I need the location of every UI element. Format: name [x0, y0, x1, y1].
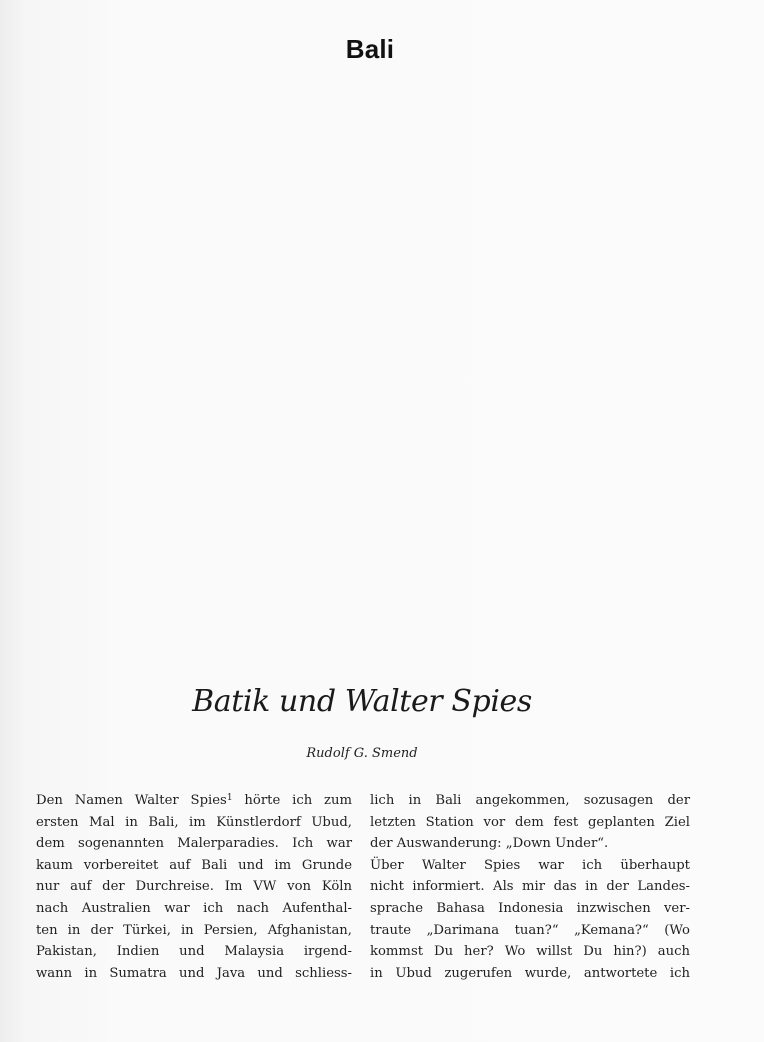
text-line: letzten Station vor dem fest geplanten Ziel — [370, 814, 690, 830]
text-line: traute „Darimana tuan?“ „Kemana?“ (Wo — [370, 922, 690, 938]
text-line: nicht informiert. Als mir das in der Landes- — [370, 879, 690, 895]
text-line — [36, 790, 352, 812]
text-line-part: Den Namen Walter Spies — [36, 793, 227, 808]
footnote-marker: 1 — [226, 793, 233, 803]
text-line: dem sogenannten Malerparadies. Ich war — [36, 836, 352, 852]
text-line: ten in der Türkei, in Persien, Afghanistan, — [36, 922, 352, 938]
text-line: sprache Bahasa Indonesia inzwischen ver- — [370, 900, 690, 916]
text-line: ersten Mal in Bali, im Künstlerdorf Ubud, — [36, 814, 352, 830]
text-line: kommst Du her? Wo willst Du hin?) auch — [370, 944, 690, 960]
article-title: Batik und Walter Spies — [192, 684, 532, 719]
text-line: der Auswanderung: „Down Under“. — [370, 836, 609, 852]
text-line: Pakistan, Indien und Malaysia irgend- — [36, 944, 352, 960]
text-line: lich in Bali angekommen, sozusagen der — [370, 793, 690, 808]
text-line: Über Walter Spies war ich überhaupt — [370, 857, 690, 873]
text-line-part: hörte ich zum — [232, 793, 352, 808]
text-line: nur auf der Durchreise. Im VW von Köln — [36, 879, 352, 895]
text-line: wann in Sumatra und Java und schliess- — [36, 965, 352, 981]
text-line: kaum vorbereitet auf Bali und im Grunde — [36, 857, 352, 873]
text-line: nach Australien war ich nach Aufenthal- — [36, 900, 352, 916]
running-head: Bali — [345, 34, 395, 64]
text-column-right — [370, 790, 690, 984]
text-column-left — [36, 790, 352, 984]
article-author: Rudolf G. Smend — [306, 746, 418, 761]
text-line: in Ubud zugerufen wurde, antwortete ich — [370, 965, 690, 981]
